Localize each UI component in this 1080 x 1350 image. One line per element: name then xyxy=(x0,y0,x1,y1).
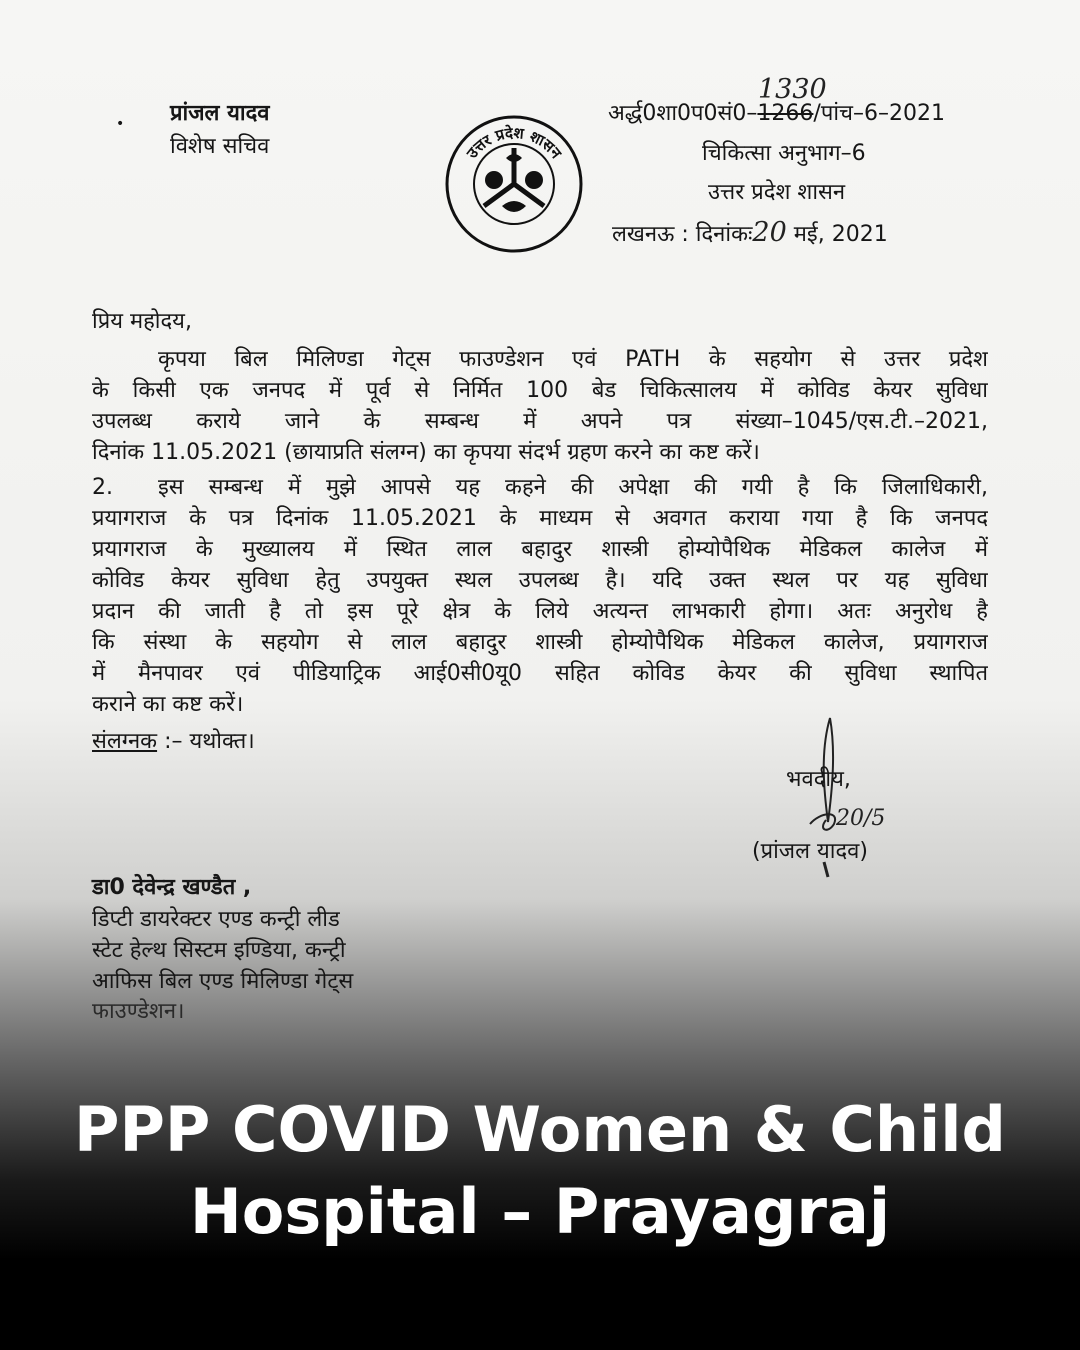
signature-date: 20/5 xyxy=(836,806,886,831)
paragraph-1-line: कृपया बिल मिलिण्डा गेट्स फाउण्डेशन एवं PATH के सहयोग से उत्तर प्रदेश xyxy=(158,347,988,372)
paragraph-2-line: 2. इस सम्बन्ध में मुझे आपसे यह कहने की अपेक्षा की गयी है कि जिलाधिकारी, xyxy=(92,472,988,503)
banner-title-line-2: Hospital – Prayagraj xyxy=(189,1175,891,1248)
ref-prefix: अर्द्ध0शा0प0सं0– xyxy=(608,101,758,126)
reference-number xyxy=(608,100,945,128)
paragraph-1 xyxy=(92,344,988,468)
recipient-line: फाउण्डेशन। xyxy=(92,999,185,1024)
paragraph-1-line: उपलब्ध कराये जाने के सम्बन्ध में अपने पत्र संख्या–1045/एस.टी.–2021, xyxy=(92,409,988,434)
government-name: उत्तर प्रदेश शासन xyxy=(708,180,846,205)
paragraph-2-number: 2. xyxy=(92,475,113,500)
sender-designation: विशेष सचिव xyxy=(170,134,270,159)
signatory-name: (प्रांजल यादव) xyxy=(752,839,868,864)
date-prefix: लखनऊ : दिनांकः xyxy=(612,222,753,247)
paragraph-2-line: प्रयागराज के मुख्यालय में स्थित लाल बहादुर शास्त्री होम्योपैथिक मेडिकल कालेज में xyxy=(92,537,988,562)
paragraph-2-line: प्रदान की जाती है तो इस पूरे क्षेत्र के लिये अत्यन्त लाभकारी होगा। अतः अनुरोध है xyxy=(92,599,988,624)
recipient-line: स्टेट हेल्थ सिस्टम इण्डिया, कन्ट्री xyxy=(92,938,346,963)
letter-date xyxy=(612,219,888,249)
bullet-mark: • xyxy=(116,116,125,132)
paragraph-2-line: कि संस्था के सहयोग से लाल बहादुर शास्त्री होम्योपैथिक मेडिकल कालेज, प्रयागराज xyxy=(92,630,988,655)
paragraph-2-line: कोविड केयर सुविधा हेतु उपयुक्त स्थल उपलब्ध है। यदि उक्त स्थल पर यह सुविधा xyxy=(92,568,988,593)
ref-struck-number: 1266 xyxy=(757,101,814,126)
department: चिकित्सा अनुभाग–6 xyxy=(702,141,866,166)
valediction: भवदीय, xyxy=(786,767,851,792)
paragraph-1-line: के किसी एक जनपद में पूर्व से निर्मित 100 बेड चिकित्सालय में कोविड केयर सुविधा xyxy=(92,378,988,403)
recipient-name: डा0 देवेन्द्र खण्डैत , xyxy=(92,875,252,900)
paragraph-2 xyxy=(92,472,988,720)
ref-suffix: /पांच–6–2021 xyxy=(813,101,945,126)
enclosure xyxy=(92,728,255,756)
paragraph-2-line: कराने का कष्ट करें। xyxy=(92,692,244,717)
sender-name: प्रांजल यादव xyxy=(170,101,270,126)
date-suffix: मई, 2021 xyxy=(793,222,888,247)
handwritten-date-day: 20 xyxy=(752,217,787,248)
salutation: प्रिय महोदय, xyxy=(92,309,192,334)
enclosure-value: :– यथोक्त। xyxy=(164,729,255,754)
banner-title-line-1: PPP COVID Women & Child xyxy=(74,1093,1006,1166)
seal-text: उत्तर प्रदेश शासन xyxy=(462,123,566,162)
paragraph-1-line: दिनांक 11.05.2021 (छायाप्रति संलग्न) का कृपया संदर्भ ग्रहण करने का कष्ट करें। xyxy=(92,440,760,465)
recipient-line: डिप्टी डायरेक्टर एण्ड कन्ट्री लीड xyxy=(92,907,340,932)
handwritten-ref-number: 1330 xyxy=(758,74,827,105)
recipient-line: आफिस बिल एण्ड मिलिण्डा गेट्स xyxy=(92,969,354,994)
up-government-emblem-icon xyxy=(444,114,584,254)
paragraph-2-line: प्रयागराज के पत्र दिनांक 11.05.2021 के माध्यम से अवगत कराया गया है कि जनपद xyxy=(92,506,988,531)
paragraph-2-line: में मैनपावर एवं पीडियाट्रिक आई0सी0यू0 सहित कोविड केयर की सुविधा स्थापित xyxy=(92,661,988,686)
enclosure-label: संलग्नक xyxy=(92,729,158,754)
